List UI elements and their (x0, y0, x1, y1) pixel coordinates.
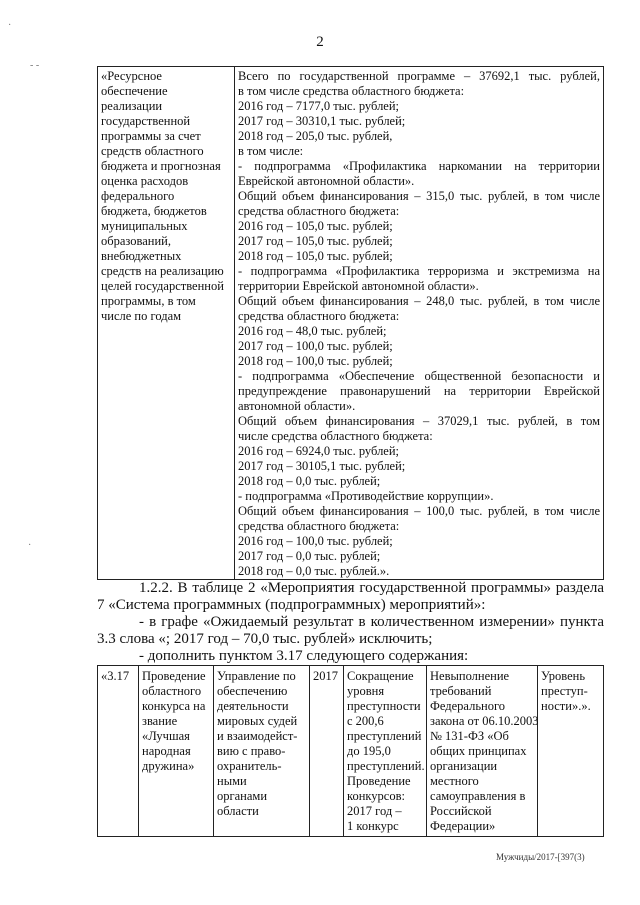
value-line: - подпрограмма «Профилактика наркомании на территории (238, 159, 600, 173)
value-line: средства областного бюджета: (238, 204, 400, 218)
year-cell (310, 666, 344, 837)
label-line: средств областного (101, 144, 204, 158)
event-line: дружина» (142, 759, 195, 773)
consequence-line: Российской (430, 804, 492, 818)
consequence-cell (427, 666, 538, 837)
value-line: - подпрограмма «Профилактика терроризма и экстремизма на (238, 264, 600, 278)
executor-line: органами (217, 789, 268, 803)
label-line: бюджета и прогнозная (101, 159, 221, 173)
value-line: числе средства областного бюджета: (238, 429, 433, 443)
result-line: преступлений. (347, 759, 425, 773)
resource-label-cell (98, 67, 235, 580)
value-line: в том числе: (238, 144, 304, 158)
label-line: муниципальных (101, 219, 188, 233)
result-line: до 195,0 (347, 744, 391, 758)
consequence-line: Невыполнение (430, 669, 510, 683)
consequence-line: местного (430, 774, 479, 788)
scan-mark: · (8, 20, 12, 31)
paragraph-1-2-2 (97, 580, 604, 614)
value-line: средства областного бюджета: (238, 309, 400, 323)
value-line: 2017 год – 0,0 тыс. рублей; (238, 549, 381, 563)
label-line: средств на реализацию (101, 264, 224, 278)
indicator-line: преступ- (541, 684, 588, 698)
consequence-line: требований (430, 684, 492, 698)
value-line: территории Еврейской автономной области». (238, 279, 479, 293)
value-line: 2017 год – 30310,1 тыс. рублей; (238, 114, 406, 128)
paragraph-add-item (97, 648, 604, 665)
consequence-line: общих принципах (430, 744, 527, 758)
paragraph-line: - в графе «Ожидаемый результат в количественном измерении» пункта (139, 614, 604, 630)
label-line: целей государственной (101, 279, 224, 293)
result-line: Сокращение (347, 669, 414, 683)
result-line: Проведение (347, 774, 411, 788)
result-line: конкурсов: (347, 789, 405, 803)
indicator-cell (538, 666, 604, 837)
value-line: 2018 год – 205,0 тыс. рублей, (238, 129, 393, 143)
executor-line: деятельности (217, 699, 289, 713)
consequence-line: самоуправления в (430, 789, 526, 803)
result-line: 1 конкурс (347, 819, 399, 833)
event-line: звание (142, 714, 178, 728)
paragraph-line: 7 «Система программных (подпрограммных) мероприятий»: (97, 597, 486, 613)
value-line: 2016 год – 105,0 тыс. рублей; (238, 219, 393, 233)
consequence-line: Федерации» (430, 819, 496, 833)
value-line: - подпрограмма «Противодействие коррупции». (238, 489, 494, 503)
value-line: 2018 год – 105,0 тыс. рублей; (238, 249, 393, 263)
value-line: Общий объем финансирования – 248,0 тыс. рублей, в том числе (238, 294, 600, 308)
value-line: Общий объем финансирования – 100,0 тыс. рублей, в том числе (238, 504, 600, 518)
value-line: Общий объем финансирования – 37029,1 тыс. рублей, в том (238, 414, 600, 428)
label-line: числе по годам (101, 309, 182, 323)
value-line: - подпрограмма «Обеспечение общественной безопасности и (238, 369, 600, 383)
value-line: в том числе средства областного бюджета: (238, 84, 465, 98)
value-line: средства областного бюджета: (238, 519, 400, 533)
paragraph-exclude (97, 614, 604, 648)
result-line: 2017 год – (347, 804, 402, 818)
value-line: 2016 год – 7177,0 тыс. рублей; (238, 99, 400, 113)
label-line: «Ресурсное (101, 69, 162, 83)
event-line: конкурса на (142, 699, 206, 713)
label-line: программы, в том (101, 294, 196, 308)
event-number: «3.17 (101, 669, 130, 683)
label-line: государственной (101, 114, 191, 128)
event-year: 2017 (313, 669, 338, 683)
paragraph-line: 1.2.2. В таблице 2 «Мероприятия государственной программы» раздела (139, 580, 604, 596)
value-line: Всего по государственной программе – 37692,1 тыс. рублей, (238, 69, 600, 83)
executor-line: охранитель- (217, 759, 282, 773)
scan-mark: - - (30, 60, 40, 71)
consequence-line: закона от 06.10.2003 (430, 714, 539, 728)
label-line: реализации (101, 99, 163, 113)
event-line: областного (142, 684, 202, 698)
value-line: 2018 год – 100,0 тыс. рублей; (238, 354, 393, 368)
event-line: Проведение (142, 669, 206, 683)
value-line: Общий объем финансирования – 315,0 тыс. рублей, в том числе (238, 189, 600, 203)
value-line: 2018 год – 0,0 тыс. рублей; (238, 474, 381, 488)
event-table (97, 665, 604, 837)
expected-result-cell (344, 666, 427, 837)
executor-line: мировых судей (217, 714, 298, 728)
table-row (98, 67, 604, 580)
label-line: образований, (101, 234, 172, 248)
consequence-line: Федерального (430, 699, 506, 713)
paragraph-line: - дополнить пунктом 3.17 следующего содержания: (139, 648, 469, 664)
result-line: преступности (347, 699, 421, 713)
event-line: народная (142, 744, 191, 758)
value-line: Еврейской автономной области». (238, 174, 415, 188)
label-line: внебюджетных (101, 249, 182, 263)
program-resource-table (97, 66, 604, 580)
executor-line: и взаимодейст- (217, 729, 298, 743)
event-number-cell (98, 666, 139, 837)
event-name-cell (139, 666, 214, 837)
executor-line: обеспечению (217, 684, 288, 698)
footer-document-code: Мужчиды/2017-[397(3) (496, 852, 585, 862)
value-line: 2016 год – 48,0 тыс. рублей; (238, 324, 387, 338)
value-line: 2017 год – 105,0 тыс. рублей; (238, 234, 393, 248)
resource-value-cell (235, 67, 604, 580)
executor-line: Управление по (217, 669, 296, 683)
consequence-line: организации (430, 759, 498, 773)
executor-cell (214, 666, 310, 837)
executor-line: ными (217, 774, 247, 788)
label-line: оценка расходов (101, 174, 189, 188)
value-line: 2018 год – 0,0 тыс. рублей.». (238, 564, 390, 578)
label-line: федерального (101, 189, 175, 203)
page-number: 2 (316, 34, 324, 50)
value-line: 2016 год – 6924,0 тыс. рублей; (238, 444, 400, 458)
result-line: преступлений (347, 729, 422, 743)
label-line: обеспечение (101, 84, 168, 98)
value-line: 2016 год – 100,0 тыс. рублей; (238, 534, 393, 548)
paragraph-line: 3.3 слова «; 2017 год – 70,0 тыс. рублей» исключить; (97, 631, 433, 647)
table-row (98, 666, 604, 837)
value-line: 2017 год – 30105,1 тыс. рублей; (238, 459, 406, 473)
value-line: автономной области». (238, 399, 356, 413)
consequence-line: № 131-ФЗ «Об (430, 729, 509, 743)
event-line: «Лучшая (142, 729, 190, 743)
label-line: бюджета, бюджетов (101, 204, 207, 218)
label-line: программы за счет (101, 129, 201, 143)
value-line: 2017 год – 100,0 тыс. рублей; (238, 339, 393, 353)
result-line: с 200,6 (347, 714, 384, 728)
executor-line: области (217, 804, 259, 818)
result-line: уровня (347, 684, 385, 698)
executor-line: вию с право- (217, 744, 286, 758)
indicator-line: Уровень (541, 669, 586, 683)
scan-mark: · (28, 540, 32, 551)
value-line: предупреждение правонарушений на территории Еврейской (238, 384, 600, 398)
indicator-line: ности».». (541, 699, 591, 713)
